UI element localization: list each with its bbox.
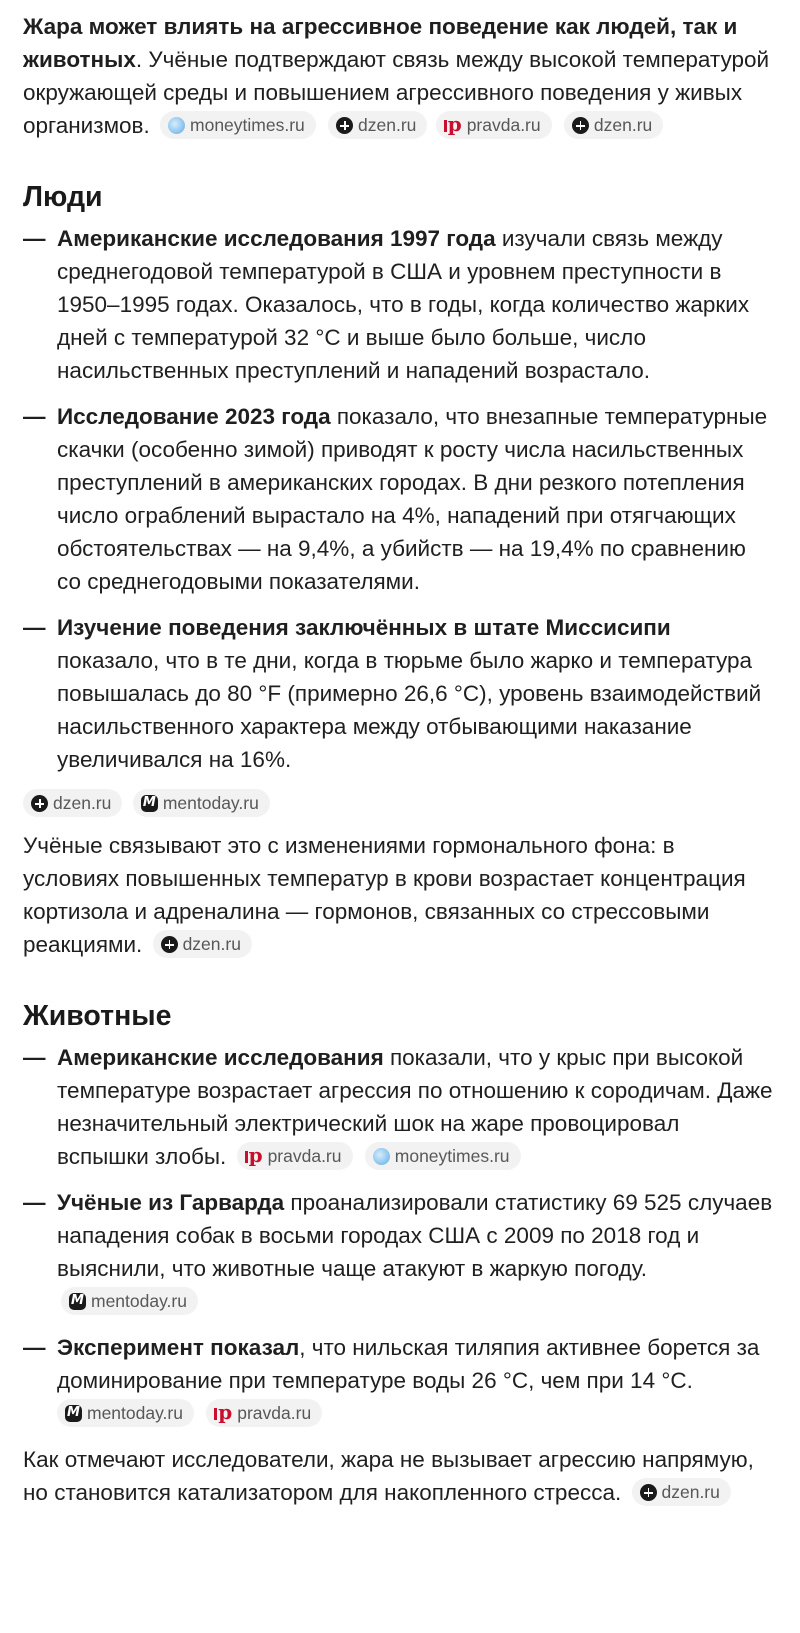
list-item-bold: Исследование 2023 года — [57, 404, 331, 429]
list-item — [23, 1331, 776, 1430]
intro-bold: Жара может влиять на агрессивное поведение как людей, так и животных — [23, 14, 738, 72]
intro-paragraph — [23, 10, 776, 142]
animals-list — [23, 1041, 776, 1430]
mentoday-icon — [69, 1293, 86, 1310]
source-chip-label: pravda.ru — [466, 115, 541, 135]
source-chip-dzen[interactable] — [632, 1478, 731, 1506]
list-item-text: изучали связь между среднегодовой температурой в США и уровнем преступности в 1950–1995 годах. Оказалось, что в годы, когда количество жарких дней с температурой 32 °C и выше было больше, число насильственных преступлений и нападений возрастало. — [57, 226, 750, 383]
list-item-bold: Эксперимент показал — [57, 1335, 300, 1360]
source-chip-dzen[interactable] — [564, 111, 663, 139]
section-heading-animals: Животные — [23, 1000, 172, 1032]
list-item-text: показало, что в те дни, когда в тюрьме было жарко и температура повышалась до 80 °F (примерно 26,6 °C), уровень взаимодействий насильственного характера между отбывающими наказание увеличивался на 16%. — [57, 648, 762, 772]
dzen-icon — [336, 117, 353, 134]
source-chip-label: mentoday.ru — [162, 793, 259, 813]
list-dash: — — [23, 1190, 46, 1215]
source-chip-label: mentoday.ru — [91, 1291, 187, 1311]
list-item-text: , что нильская тиляпия активнее борется за доминирование при температуре воды 26 °C, чем при 14 °C. — [57, 1335, 760, 1393]
list-item-bold: Американские исследования — [57, 1045, 384, 1070]
list-item — [23, 400, 776, 598]
intro-text: . Учёные подтверждают связь между высокой температурой окружающей среды и повышением агрессивного поведения у живых организмов. — [23, 47, 770, 138]
source-chip-label: dzen.ru — [593, 115, 653, 135]
source-chip-label: dzen.ru — [182, 934, 241, 954]
source-chip-moneytimes[interactable] — [365, 1142, 521, 1170]
source-chip-dzen[interactable] — [153, 930, 252, 958]
list-dash: — — [23, 226, 46, 251]
source-chip-dzen[interactable] — [23, 789, 122, 817]
pravda-icon — [245, 1148, 263, 1165]
source-chip-dzen[interactable] — [328, 111, 427, 139]
dzen-icon — [161, 936, 178, 953]
dzen-icon — [640, 1484, 657, 1501]
source-chip-mentoday[interactable] — [61, 1287, 198, 1315]
list-item-text: проанализировали статистику 69 525 случаев нападения собак в восьми городах США с 2009 по 2018 год и выяснили, что животные чаще атакуют в жаркую погоду. — [57, 1190, 773, 1281]
source-chip-label: dzen.ru — [661, 1482, 720, 1502]
source-chip-pravda[interactable] — [206, 1399, 322, 1427]
source-chip-label: moneytimes.ru — [190, 115, 305, 135]
source-chip-pravda[interactable] — [237, 1142, 353, 1170]
dzen-icon — [572, 117, 589, 134]
section-heading-people: Люди — [23, 181, 103, 213]
mentoday-icon — [65, 1405, 82, 1422]
list-item — [23, 1186, 776, 1318]
animals-conclusion — [23, 1443, 776, 1509]
source-chip-mentoday[interactable] — [57, 1399, 194, 1427]
people-sources — [23, 789, 776, 817]
list-dash: — — [23, 404, 46, 429]
list-item-text: показали, что у крыс при высокой температуре возрастает агрессия по отношению к сородичам. Даже незначительный электрический шок на жаре провоцировал вспышки злобы. — [57, 1045, 773, 1169]
pravda-icon — [214, 1405, 232, 1422]
list-dash: — — [23, 615, 46, 640]
source-chip-label: dzen.ru — [53, 793, 112, 813]
source-chip-pravda[interactable] — [436, 111, 552, 139]
list-item — [23, 611, 776, 776]
people-conclusion — [23, 829, 776, 961]
list-item — [23, 1041, 776, 1173]
list-item-text: показало, что внезапные температурные скачки (особенно зимой) приводят к росту числа насильственных преступлений в американских городах. В дни резкого потепления число ограблений вырастало на 4%, нападений при отягчающих обстоятельствах — на 9,4%, а убийств — на 19,4% по сравнению со среднегодовыми показателями. — [57, 404, 768, 594]
list-item-bold: Учёные из Гарварда — [57, 1190, 285, 1215]
moneytimes-icon — [168, 117, 185, 134]
list-item — [23, 222, 776, 387]
list-dash: — — [23, 1335, 46, 1360]
conclusion-text: Как отмечают исследователи, жара не вызывает агрессию напрямую, но становится катализатором для накопленного стресса. — [23, 1447, 754, 1505]
pravda-icon — [444, 117, 462, 134]
list-dash: — — [23, 1045, 46, 1070]
source-chip-label: dzen.ru — [358, 115, 417, 135]
source-chip-label: mentoday.ru — [87, 1403, 183, 1423]
conclusion-text: Учёные связывают это с изменениями гормонального фона: в условиях повышенных температур в крови возрастает концентрация кортизола и адреналина — гормонов, связанных со стрессовыми реакциями. — [23, 833, 746, 957]
dzen-icon — [31, 795, 48, 812]
source-chip-mentoday[interactable] — [133, 789, 270, 817]
list-item-bold: Американские исследования 1997 года — [57, 226, 496, 251]
list-item-bold: Изучение поведения заключённых в штате Миссисипи — [57, 615, 671, 640]
mentoday-icon — [141, 795, 158, 812]
source-chip-label: moneytimes.ru — [394, 1146, 510, 1166]
source-chip-label: pravda.ru — [237, 1403, 312, 1423]
source-chip-label: pravda.ru — [267, 1146, 342, 1166]
source-chip-moneytimes[interactable] — [160, 111, 316, 139]
people-list — [23, 222, 776, 776]
moneytimes-icon — [373, 1148, 390, 1165]
